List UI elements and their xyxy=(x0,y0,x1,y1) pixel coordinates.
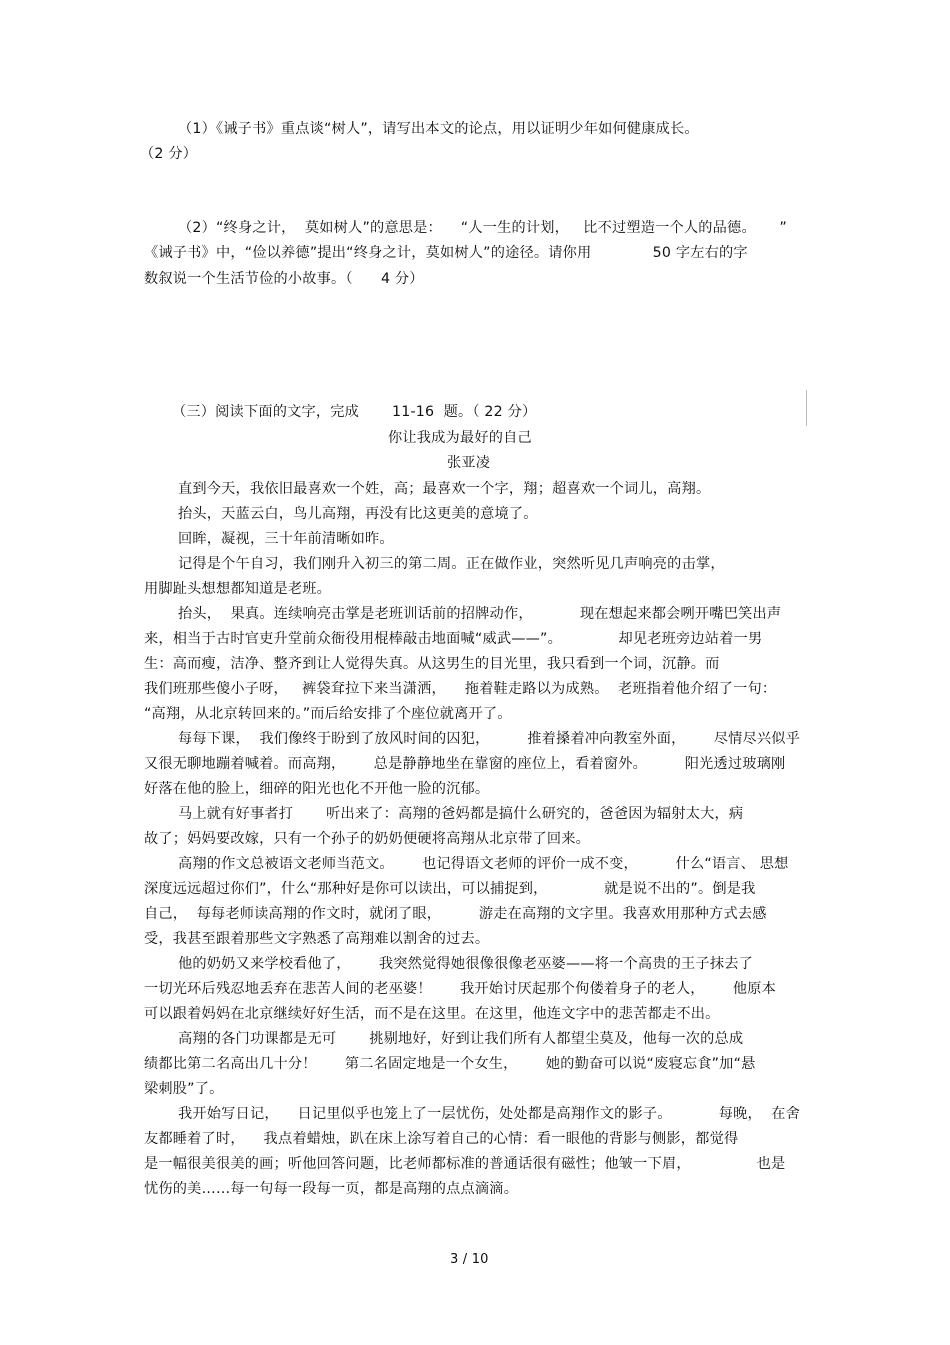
question-1-text: （1）《诫子书》重点谈“树人”，请写出本文的论点，用以证明少年如何健康成长。 xyxy=(178,121,699,137)
body-line: 抬头，天蓝云白，鸟儿高翔，再没有比这更美的意境了。 xyxy=(178,506,538,522)
body-line: 高翔的各门功课都是无可 挑剔地好，好到让我们所有人都望尘莫及，他每一次的总成 xyxy=(178,1031,744,1047)
body-line: 他的奶奶又来学校看他了， 我突然觉得她很像很像老巫婆——将一个高贵的王子抹去了 xyxy=(178,956,753,972)
body-line: 马上就有好事者打 听出来了：高翔的爸妈都是搞什么研究的，爸爸因为辐射太大，病 xyxy=(178,806,744,822)
article-author: 张亚凌 xyxy=(447,455,491,471)
question-2-line-1: （2）“终身之计， 莫如树人”的意思是： “人一生的计划， 比不过塑造一个人的品德。 ” xyxy=(178,220,787,236)
body-line: 深度远远超过你们”，什么“那种好是你可以读出，可以捕捉到， 就是说不出的”。倒是我 xyxy=(144,881,756,897)
body-line: 好落在他的脸上，细碎的阳光也化不开他一脸的沉郁。 xyxy=(144,781,490,797)
body-line: “高翔，从北京转回来的。”而后给安排了个座位就离开了。 xyxy=(144,706,512,722)
body-line: 梁刺股”了。 xyxy=(144,1081,224,1097)
question-1-score: （2 分） xyxy=(140,146,198,162)
margin-rule xyxy=(806,390,807,426)
body-line: 又很无聊地蹦着喊着。而高翔， 总是静静地坐在靠窗的座位上，看着窗外。 阳光透过玻璃刚 xyxy=(144,756,786,772)
article-title: 你让我成为最好的自己 xyxy=(388,430,532,446)
body-line: 忧伤的美……每一句每一段每一页，都是高翔的点点滴滴。 xyxy=(144,1181,519,1197)
body-line: 可以跟着妈妈在北京继续好好生活，而不是在这里。在这里，他连文字中的悲苦都走不出。 xyxy=(144,1006,720,1022)
body-line: 高翔的作文总被语文老师当范文。 也记得语文老师的评价一成不变， 什么“语言、 思想 xyxy=(178,856,789,872)
body-line: 生：高而瘦，洁净、整齐到让人觉得失真。从这男生的目光里，我只看到一个词，沉静。而 xyxy=(144,656,720,672)
question-2-line-2: 《诫子书》中，“俭以养德”提出“终身之计，莫如树人”的途径。请你用 50 字左右的字 xyxy=(144,245,748,261)
body-line: 自己， 每每老师读高翔的作文时，就闭了眼， 游走在高翔的文字里。我喜欢用那种方式去感 xyxy=(144,906,767,922)
body-line: 是一幅很美很美的画；听他回答问题，比老师都标准的普通话很有磁性；他皱一下眉， 也是 xyxy=(144,1156,786,1172)
body-line: 我开始写日记， 日记里似乎也笼上了一层忧伤，处处都是高翔作文的影子。 每晚， 在舍 xyxy=(178,1106,801,1122)
body-line: 绩都比第二名高出几十分！ 第二名固定地是一个女生， 她的勤奋可以说“废寝忘食”加“悬 xyxy=(144,1056,756,1072)
body-line: 友都睡着了时， 我点着蜡烛，趴在床上涂写着自己的心情：看一眼他的背影与侧影，都觉得 xyxy=(144,1131,739,1147)
body-line: 每每下课， 我们像终于盼到了放风时间的囚犯， 推着搡着冲向教室外面， 尽情尽兴似乎 xyxy=(178,731,801,747)
body-line: 抬头， 果真。连续响亮击掌是老班训话前的招牌动作， 现在想起来都会咧开嘴巴笑出声 xyxy=(178,606,782,622)
body-line: 来，相当于古时官吏升堂前众衙役用棍棒敲击地面喊“威武——”。 却见老班旁边站着一男 xyxy=(144,631,763,647)
body-line: 受，我甚至跟着那些文字熟悉了高翔难以割舍的过去。 xyxy=(144,931,490,947)
question-2-line-3: 数叙说一个生活节俭的小故事。（ 4 分） xyxy=(144,271,424,287)
body-line: 用脚趾头想想都知道是老班。 xyxy=(144,581,332,597)
body-line: 故了；妈妈要改嫁，只有一个孙子的奶奶便硬将高翔从北京带了回来。 xyxy=(144,831,591,847)
body-line: 记得是个午自习，我们刚升入初三的第二周。正在做作业，突然听见几声响亮的击掌， xyxy=(178,556,725,572)
section-3-instruction: （三）阅读下面的文字，完成 11-16 题。（ 22 分） xyxy=(172,404,537,420)
page-number: 3 / 10 xyxy=(450,1252,489,1267)
body-line: 一切光环后残忍地丢弃在悲苦人间的老巫婆！ 我开始讨厌起那个佝偻着身子的老人， 他原本 xyxy=(144,981,777,997)
body-line: 我们班那些傻小子呀， 裤袋耷拉下来当潇洒， 拖着鞋走路以为成熟。 老班指着他介绍了一句： xyxy=(144,681,777,697)
body-line: 直到今天，我依旧最喜欢一个姓，高；最喜欢一个字，翔；超喜欢一个词儿，高翔。 xyxy=(178,481,711,497)
body-line: 回眸，凝视，三十年前清晰如昨。 xyxy=(178,531,394,547)
